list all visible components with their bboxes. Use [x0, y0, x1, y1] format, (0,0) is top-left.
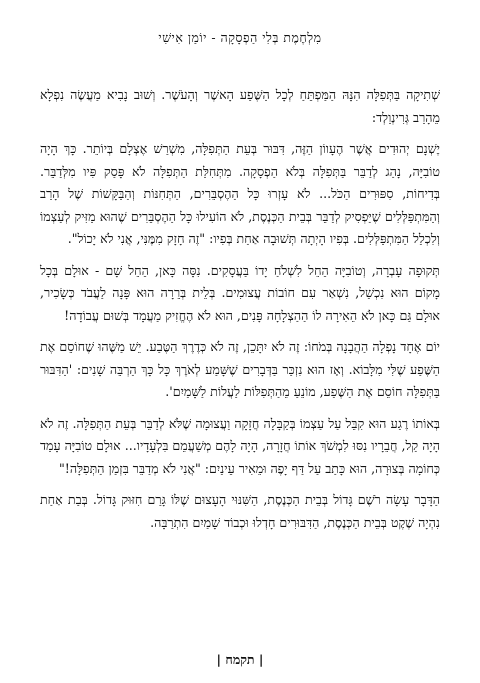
paragraph-4: יוֹם אֶחָד נָפְלָה הַהֲבָנָה בְּמֹחוֹ: זֶה לֹא יִתָּכֵן, זֶה לֹא כְּדֶרֶךְ הַטֶּבַע. יֵשׁ מַשֶּׁהוּ שֶׁחוֹסֵם אֶת הַשֶּׁפַע שֶׁלִּי מִלָּבוֹא. וְאָז הוּא נִזְכַּר בַּדְּבָרִים שֶׁשָּׁמַע לְאֹרֶךְ כָּל כָּךְ הַרְבֵּה שָׁנִים: 'הַדִּבּוּר בַּתְּפִלָּה חוֹסֵם אֶת הַשֶּׁפַע, מוֹנֵעַ מֵהַתְּפִלּוֹת לַעֲלוֹת לַשָּׁמַיִם'.	[40, 339, 440, 399]
paragraph-1: שְׁתִיקָה בַּתְּפִלָּה הִנָּהּ הַמַּפְתֵּחַ לְכָל הַשֶּׁפַע הָאשֶׁר וְהָעֹשֶׁר. וְשׁוּב נָבִיא מַעֲשֶׂה נִפְלָא מֵהָרַב גְּרִינְוַלְד:	[40, 87, 440, 125]
paragraph-3: תְּקוּפָה עָבְרָה, וְטוֹבִיָּה הֵחֵל לִשְׁלֹחַ יָדוֹ בַּעֲסָקִים. נִסָּה כָּאן, הֵחֵל שָׁם - אוּלָם בְּכָל מָקוֹם הוּא נִכְשַׁל, נִשְׁאַר עִם חוֹבוֹת עֲצוּמִים. בְּלֵית בְּרֵרָה הוּא פָּנָה לַעֲבֹד כְּשָׂכִיר, אוּלָם גַּם כָּאן לֹא הֵאִירָה לוֹ הַהַצְלָחָה פָּנִים, הוּא לֹא הֶחֱזִיק מַעֲמָד בְּשׁוּם עֲבוֹדָה!	[40, 262, 440, 323]
running-header: מִלְחֶמֶת בְּלִי הַפְסָקָה - יוֹמַן אִישִׁי	[158, 30, 322, 45]
paragraph-5: בְּאוֹתוֹ רֶגַע הוּא קִבֵּל עַל עַצְמוֹ בְּקַבָּלָה חֲזָקָה וַעֲצוּמָה שֶׁלֹּא לְדַבֵּר בְּעֵת הַתְּפִלָּה. זֶה לֹא הָיָה קַל, חֲבֵרָיו נִסּוּ לִמְשֹׁךְ אוֹתוֹ חֲזָרָה, הָיָה לָהֶם מְשַׁעֲמֵם בִּלְעָדָיו... אוּלָם טוֹבִיָּה עָמַד כְּחוֹמָה בְּצוּרָה, הוּא כָּתַב עַל דַּף יָפֶה וּמֵאִיר עֵינַיִם: "אֲנִי לֹא מְדַבֵּר בִּזְמַן הַתְּפִלָּה!"	[40, 415, 440, 476]
paragraph-2: יֶשְׁנָם יְהוּדִים אֲשֶׁר הֶעָווֹן הַזֶּה, דִּבּוּר בְּעֵת הַתְּפִלָּה, מִשְׁרַשׁ אֶצְלָם בְּיוֹתֵר. כָּךְ הָיָה טוֹבִיָּה, נָהַג לְדַבֵּר בַּתְּפִלָּה בְּלֹא הַפְסָקָה. מִתְּחִלַּת הַתְּפִלָּה לֹא פָּסַק פִּיו מִלְּדַבֵּר. בְּדִיחוֹת, סִפּוּרִים הַכֹּל... לֹא עָזְרוּ כָּל הַהֶסְבֵּרִים, הַתְּחִנּוֹת וְהַבַּקָּשׁוֹת שֶׁל הָרַב וְהַמִּתְפַּלְּלִים שֶׁיַּפְסִיק לְדַבֵּר בְּבֵית הַכְּנֶסֶת, לֹא הוֹעִילוּ כָּל הַהֶסְבֵּרִים שֶׁהוּא מַזִּיק לְעַצְמוֹ וְלִכְלַל הַמִּתְפַּלְּלִים. בְּפִיו הָיְתָה תְּשׁוּבָה אַחַת בְּפִיו: "זֶה חָזָק מִמֶּנִּי, אֲנִי לֹא יָכוֹל".	[40, 141, 440, 246]
page-number: | תקמח |	[216, 652, 264, 667]
paragraph-6: הַדָּבָר עָשָׂה רֹשֶׁם גָּדוֹל בְּבֵית הַכְּנֶסֶת, הַשִּׁנּוּי הָעָצוּם שֶׁלּוֹ גָּרַם חִזּוּק גָּדוֹל. בְּבַת אַחַת נִהְיָה שֶׁקֶט בְּבֵית הַכְּנֶסֶת, הַדִּבּוּרִים חָדְלוּ וּכְבוֹד שָׁמַיִם הִתְרַבָּה.	[40, 492, 440, 530]
